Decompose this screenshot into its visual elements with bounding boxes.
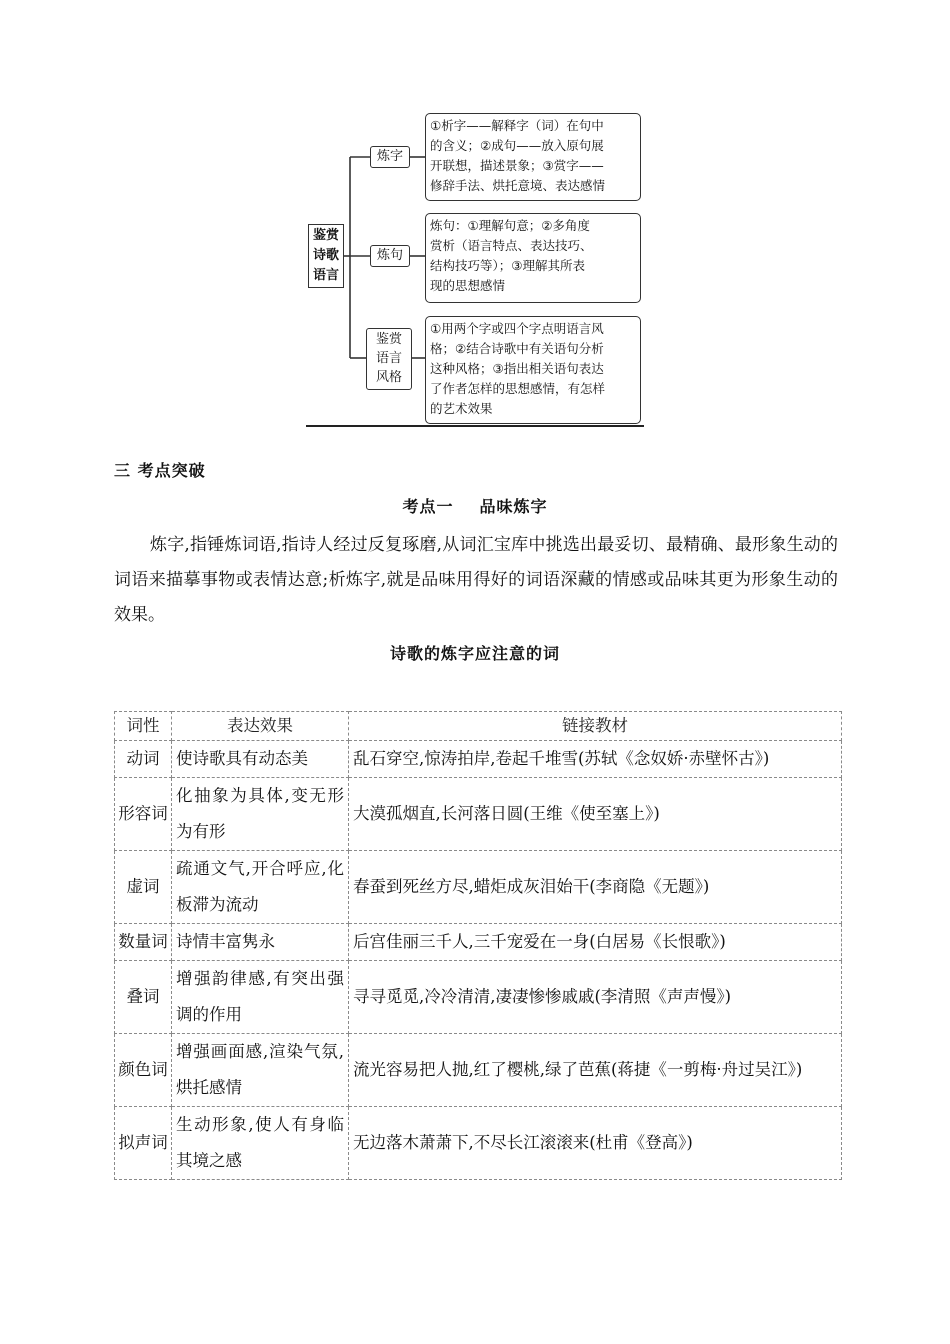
branch-label: 语言 — [375, 351, 402, 366]
detail-line: 结构技巧等）；③理解其所表 — [430, 258, 585, 273]
detail-line: 的含义；②成句——放入原句展 — [430, 138, 604, 153]
detail-line: 修辞手法、烘托意境、表达感情 — [430, 178, 606, 193]
header-effect: 表达效果 — [172, 712, 349, 741]
branch-label: 炼字 — [376, 149, 403, 164]
detail-line: 炼句：①理解句意；②多角度 — [430, 218, 590, 233]
leaf-lianju-detail — [425, 213, 641, 303]
mind-map-diagram — [0, 0, 950, 440]
point-topic: 品味炼字 — [479, 497, 548, 516]
table-row — [115, 924, 842, 961]
detail-line: 这种风格；③指出相关语句表达 — [430, 361, 604, 376]
leaf-style-detail — [425, 316, 641, 424]
cell-example: 大漠孤烟直,长河落日圆(王维《使至塞上》) — [349, 778, 842, 851]
header-pos: 词性 — [115, 712, 172, 741]
table-row — [115, 1107, 842, 1180]
detail-line: ①用两个字或四个字点明语言风 — [430, 321, 604, 336]
detail-line: 格；②结合诗歌中有关语句分析 — [430, 341, 604, 356]
mind-map-root — [308, 224, 344, 288]
cell-effect: 增强韵律感,有突出强调的作用 — [172, 961, 349, 1034]
cell-effect: 使诗歌具有动态美 — [172, 741, 349, 778]
word-type-table — [114, 711, 842, 1180]
table-title: 诗歌的炼字应注意的词 — [389, 644, 560, 663]
cell-example: 流光容易把人抛,红了樱桃,绿了芭蕉(蒋捷《一剪梅·舟过吴江》) — [349, 1034, 842, 1107]
cell-example: 乱石穿空,惊涛拍岸,卷起千堆雪(苏轼《念奴娇·赤壁怀古》) — [349, 741, 842, 778]
cell-pos: 虚词 — [115, 851, 172, 924]
cell-effect: 化抽象为具体,变无形为有形 — [172, 778, 349, 851]
cell-pos: 形容词 — [115, 778, 172, 851]
table-row — [115, 778, 842, 851]
cell-example: 后宫佳丽三千人,三千宠爱在一身(白居易《长恨歌》) — [349, 924, 842, 961]
detail-line: 了作者怎样的思想感情，有怎样 — [430, 381, 606, 396]
cell-pos: 叠词 — [115, 961, 172, 1034]
intro-paragraph: 炼字,指锤炼词语,指诗人经过反复琢磨,从词汇宝库中挑选出最妥切、最精确、最形象生动的词语来描摹事物或表情达意;析炼字,就是品味用得好的词语深藏的情感或品味其更为形象生动的效果。 — [114, 535, 838, 625]
cell-effect: 诗情丰富隽永 — [172, 924, 349, 961]
detail-line: 赏析（语言特点、表达技巧、 — [430, 238, 593, 253]
cell-pos: 颜色词 — [115, 1034, 172, 1107]
cell-effect: 增强画面感,渲染气氛,烘托感情 — [172, 1034, 349, 1107]
root-line: 诗歌 — [312, 248, 339, 263]
cell-example: 寻寻觅觅,冷冷清清,凄凄惨惨戚戚(李清照《声声慢》) — [349, 961, 842, 1034]
branch-label: 炼句 — [376, 248, 403, 263]
cell-example: 春蚕到死丝方尽,蜡炬成灰泪始干(李商隐《无题》) — [349, 851, 842, 924]
branch-lianzi — [370, 146, 410, 168]
detail-line: 开联想，描述景象；③赏字—— — [430, 158, 604, 173]
point-title — [0, 494, 950, 517]
table-row — [115, 961, 842, 1034]
branch-label: 风格 — [375, 370, 402, 385]
table-row — [115, 741, 842, 778]
branch-language-style — [366, 328, 412, 390]
detail-line: 现的思想感情 — [430, 278, 506, 293]
table-header-row — [115, 712, 842, 741]
section-heading: 三 考点突破 — [114, 461, 206, 480]
cell-effect: 疏通文气,开合呼应,化板滞为流动 — [172, 851, 349, 924]
root-line: 语言 — [312, 268, 339, 283]
branch-lianju — [370, 245, 410, 267]
cell-effect: 生动形象,使人有身临其境之感 — [172, 1107, 349, 1180]
cell-pos: 数量词 — [115, 924, 172, 961]
header-example: 链接教材 — [349, 712, 842, 741]
cell-pos: 拟声词 — [115, 1107, 172, 1180]
table-row — [115, 1034, 842, 1107]
table-row — [115, 851, 842, 924]
branch-label: 鉴赏 — [375, 332, 402, 347]
leaf-lianzi-detail — [425, 113, 641, 201]
detail-line: ①析字——解释字（词）在句中 — [430, 118, 604, 133]
root-line: 鉴赏 — [312, 228, 339, 243]
cell-pos: 动词 — [115, 741, 172, 778]
point-number: 考点一 — [402, 497, 454, 516]
detail-line: 的艺术效果 — [430, 401, 493, 416]
cell-example: 无边落木萧萧下,不尽长江滚滚来(杜甫《登高》) — [349, 1107, 842, 1180]
